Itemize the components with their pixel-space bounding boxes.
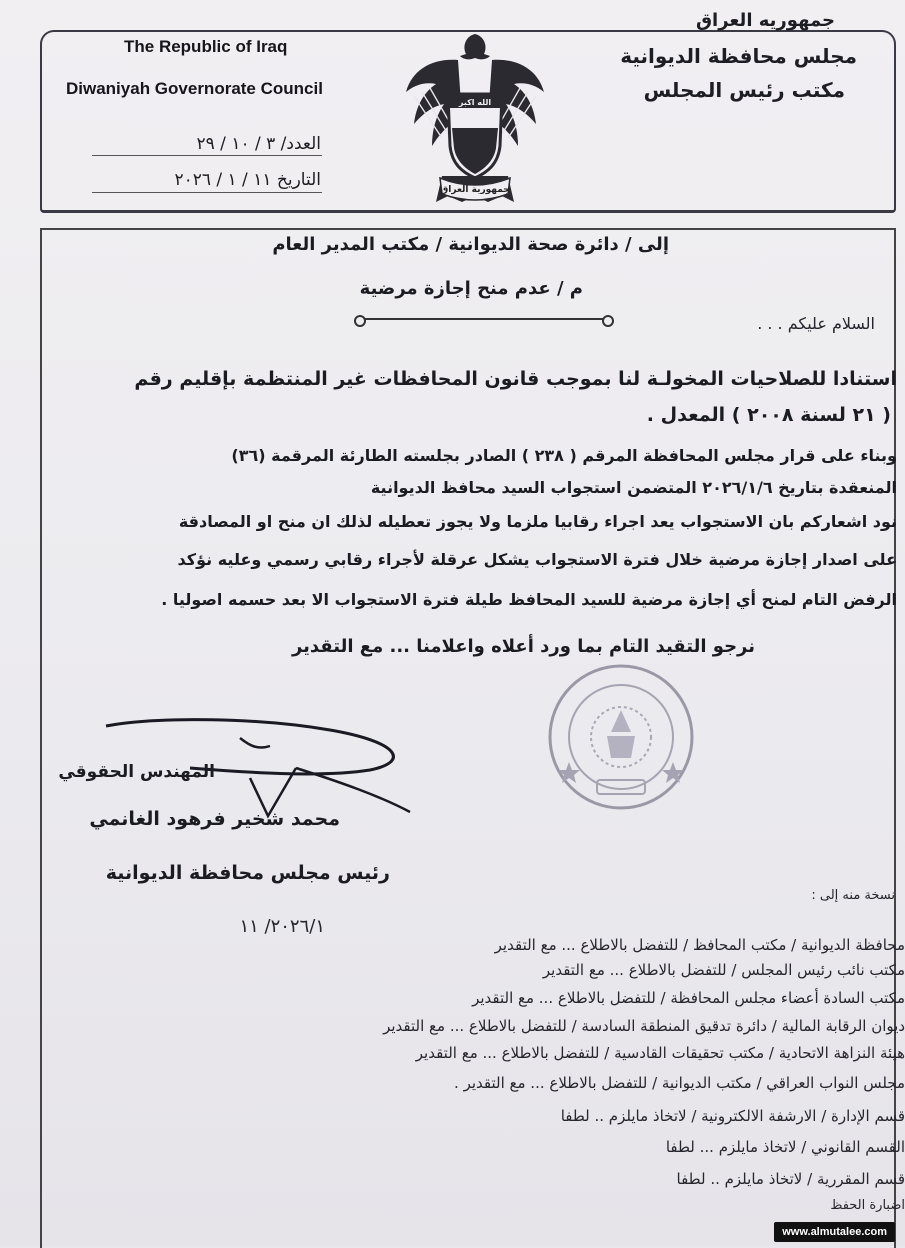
signatory-name: محمد شخير فرهود الغانمي: [89, 808, 340, 830]
reference-number-underline: [92, 155, 322, 156]
paragraph2-line1: وبناء على قرار مجلس المحافظة المرقم ( ٢٣٨ ) الصادر بجلسته الطارئة المرقمة (٣٦): [231, 446, 897, 465]
copy-item: مجلس النواب العراقي / مكتب الديوانية / للتفضل بالاطلاع ... مع التقدير .: [454, 1074, 905, 1092]
letter-recipient: إلى / دائرة صحة الديوانية / مكتب المدير العام: [272, 234, 669, 255]
site-watermark: www.almutalee.com: [774, 1222, 895, 1242]
iraq-emblem-icon: [402, 26, 548, 204]
paragraph1-line2: ( ٢١ لسنة ٢٠٠٨ ) المعدل .: [646, 404, 891, 426]
copy-item: محافظة الديوانية / مكتب المحافظ / للتفضل بالاطلاع ... مع التقدير: [494, 936, 905, 954]
copies-heading: نسخة منه إلى :: [811, 888, 895, 903]
paragraph3-line3: الرفض التام لمنح أي إجازة مرضية للسيد المحافظ طيلة فترة الاستجواب الا بعد حسمه اصوليا .: [161, 590, 897, 609]
header-en-line1: The Republic of Iraq: [124, 37, 288, 56]
copy-item: قسم المقررية / لاتخاذ مايلزم .. لطفا: [676, 1170, 905, 1188]
paragraph1-line1: استنادا للصلاحيات المخولـة لنا بموجب قانون المحافظات غير المنتظمة بإقليم رقم: [134, 368, 897, 390]
paragraph2-line2: المنعقدة بتاريخ ٢٠٢٦/١/٦ المتضمن استجواب السيد محافظ الديوانية: [370, 478, 897, 497]
copy-item: القسم القانوني / لاتخاذ مايلزم ... لطفا: [665, 1138, 905, 1156]
signatory-title: المهندس الحقوقي: [58, 762, 215, 782]
letter-greeting: السلام عليكم . . .: [757, 314, 875, 333]
reference-date-underline: [92, 192, 322, 193]
emblem-motto: الله اكبر: [458, 98, 492, 107]
header-ar-line3: مكتب رئيس المجلس: [643, 78, 845, 102]
copy-item: مكتب نائب رئيس المجلس / للتفضل بالاطلاع ... مع التقدير: [542, 961, 905, 979]
header-en-line2: Diwaniyah Governorate Council: [66, 79, 323, 98]
copy-item: قسم الإدارة / الارشفة الالكترونية / لاتخاذ مايلزم .. لطفا: [560, 1107, 905, 1125]
letter-subject: م / عدم منح إجازة مرضية: [359, 278, 583, 299]
letter-closing: نرجو التقيد التام بما ورد أعلاه واعلامنا ... مع التقدير: [291, 636, 755, 657]
official-stamp-icon: [545, 662, 697, 812]
emblem-banner: جمهورية العراق: [440, 185, 510, 195]
paragraph3-line1: نود اشعاركم بان الاستجواب يعد اجراء رقابيا ملزما ولا يجوز تعطيله لذلك ان منح او المصادقة: [178, 512, 897, 531]
copy-item: هيئة النزاهة الاتحادية / مكتب تحقيقات القادسية / للتفضل بالاطلاع ... مع التقدير: [415, 1044, 905, 1062]
reference-number: العدد/ ٣ / ١٠ / ٢٩: [196, 134, 321, 154]
paragraph3-line2: على اصدار إجازة مرضية خلال فترة الاستجواب يشكل عرقلة لأجراء رقابي رسمي وعليه نؤكد: [177, 550, 897, 569]
signatory-position: رئيس مجلس محافظة الديوانية: [105, 862, 390, 884]
copy-item: اضبارة الحفظ: [830, 1198, 905, 1213]
header-ar-line1: جمهوريه العراق: [695, 10, 835, 31]
copy-item: ديوان الرقابة المالية / دائرة تدقيق المنطقة السادسة / للتفضل بالاطلاع ... مع التقدير: [383, 1017, 905, 1035]
header-ar-line2: مجلس محافظة الديوانية: [620, 44, 857, 68]
copy-item: مكتب السادة أعضاء مجلس المحافظة / للتفضل بالاطلاع ... مع التقدير: [472, 989, 905, 1007]
copies-date: ٢٠٢٦/١/ ١١: [239, 916, 325, 937]
subject-divider: [362, 318, 606, 320]
reference-date: التاريخ ١١ / ١ / ٢٠٢٦: [174, 170, 321, 190]
